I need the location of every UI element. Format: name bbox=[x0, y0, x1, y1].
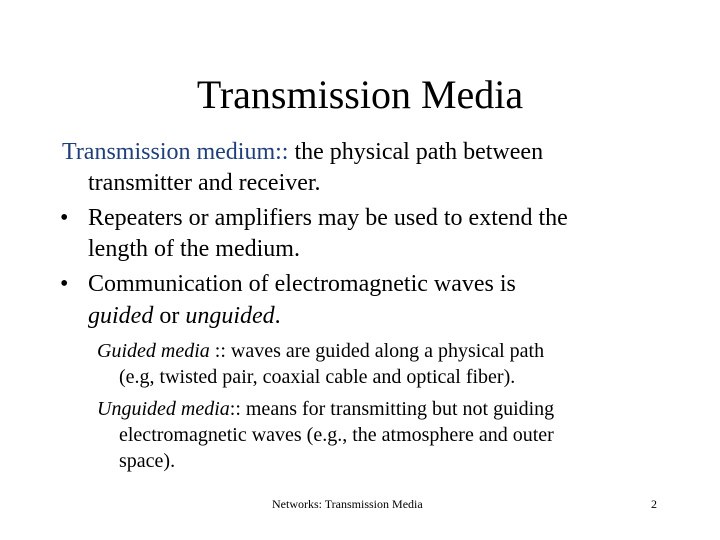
unguided-media-text: :: means for transmitting but not guiding bbox=[229, 398, 555, 420]
guided-word: guided bbox=[88, 303, 154, 329]
unguided-word: unguided bbox=[185, 303, 275, 329]
footer-text: Networks: Transmission Media bbox=[272, 497, 423, 511]
definition-line-2: transmitter and receiver. bbox=[88, 170, 321, 196]
bullet-glyph: • bbox=[60, 271, 69, 297]
guided-media-line-1 bbox=[97, 339, 544, 363]
guided-media-line-2: (e.g, twisted pair, coaxial cable and optical fiber). bbox=[119, 366, 516, 388]
or-word: or bbox=[153, 303, 186, 329]
slide-title: Transmission Media bbox=[196, 72, 524, 117]
guided-media-term: Guided media bbox=[97, 340, 210, 362]
bullet-2-line-2 bbox=[88, 302, 281, 330]
bullet-glyph: • bbox=[60, 205, 69, 231]
definition-line-1 bbox=[62, 138, 543, 166]
guided-media-text: :: waves are guided along a physical path bbox=[209, 340, 545, 362]
bullet-1-line-1: Repeaters or amplifiers may be used to extend the bbox=[88, 205, 568, 231]
unguided-media-term: Unguided media bbox=[97, 398, 230, 420]
definition-term: Transmission medium bbox=[62, 139, 276, 165]
definition-separator: :: bbox=[275, 139, 289, 165]
bullet-2-line-1: Communication of electromagnetic waves is bbox=[88, 271, 516, 297]
unguided-media-line-2: electromagnetic waves (e.g., the atmosphere and outer bbox=[119, 424, 554, 446]
period: . bbox=[274, 303, 281, 329]
unguided-media-line-3: space). bbox=[119, 450, 176, 472]
bullet-1-line-2: length of the medium. bbox=[88, 236, 300, 262]
unguided-media-line-1 bbox=[97, 397, 554, 421]
definition-text: the physical path between bbox=[288, 139, 544, 165]
page-number: 2 bbox=[651, 497, 657, 511]
